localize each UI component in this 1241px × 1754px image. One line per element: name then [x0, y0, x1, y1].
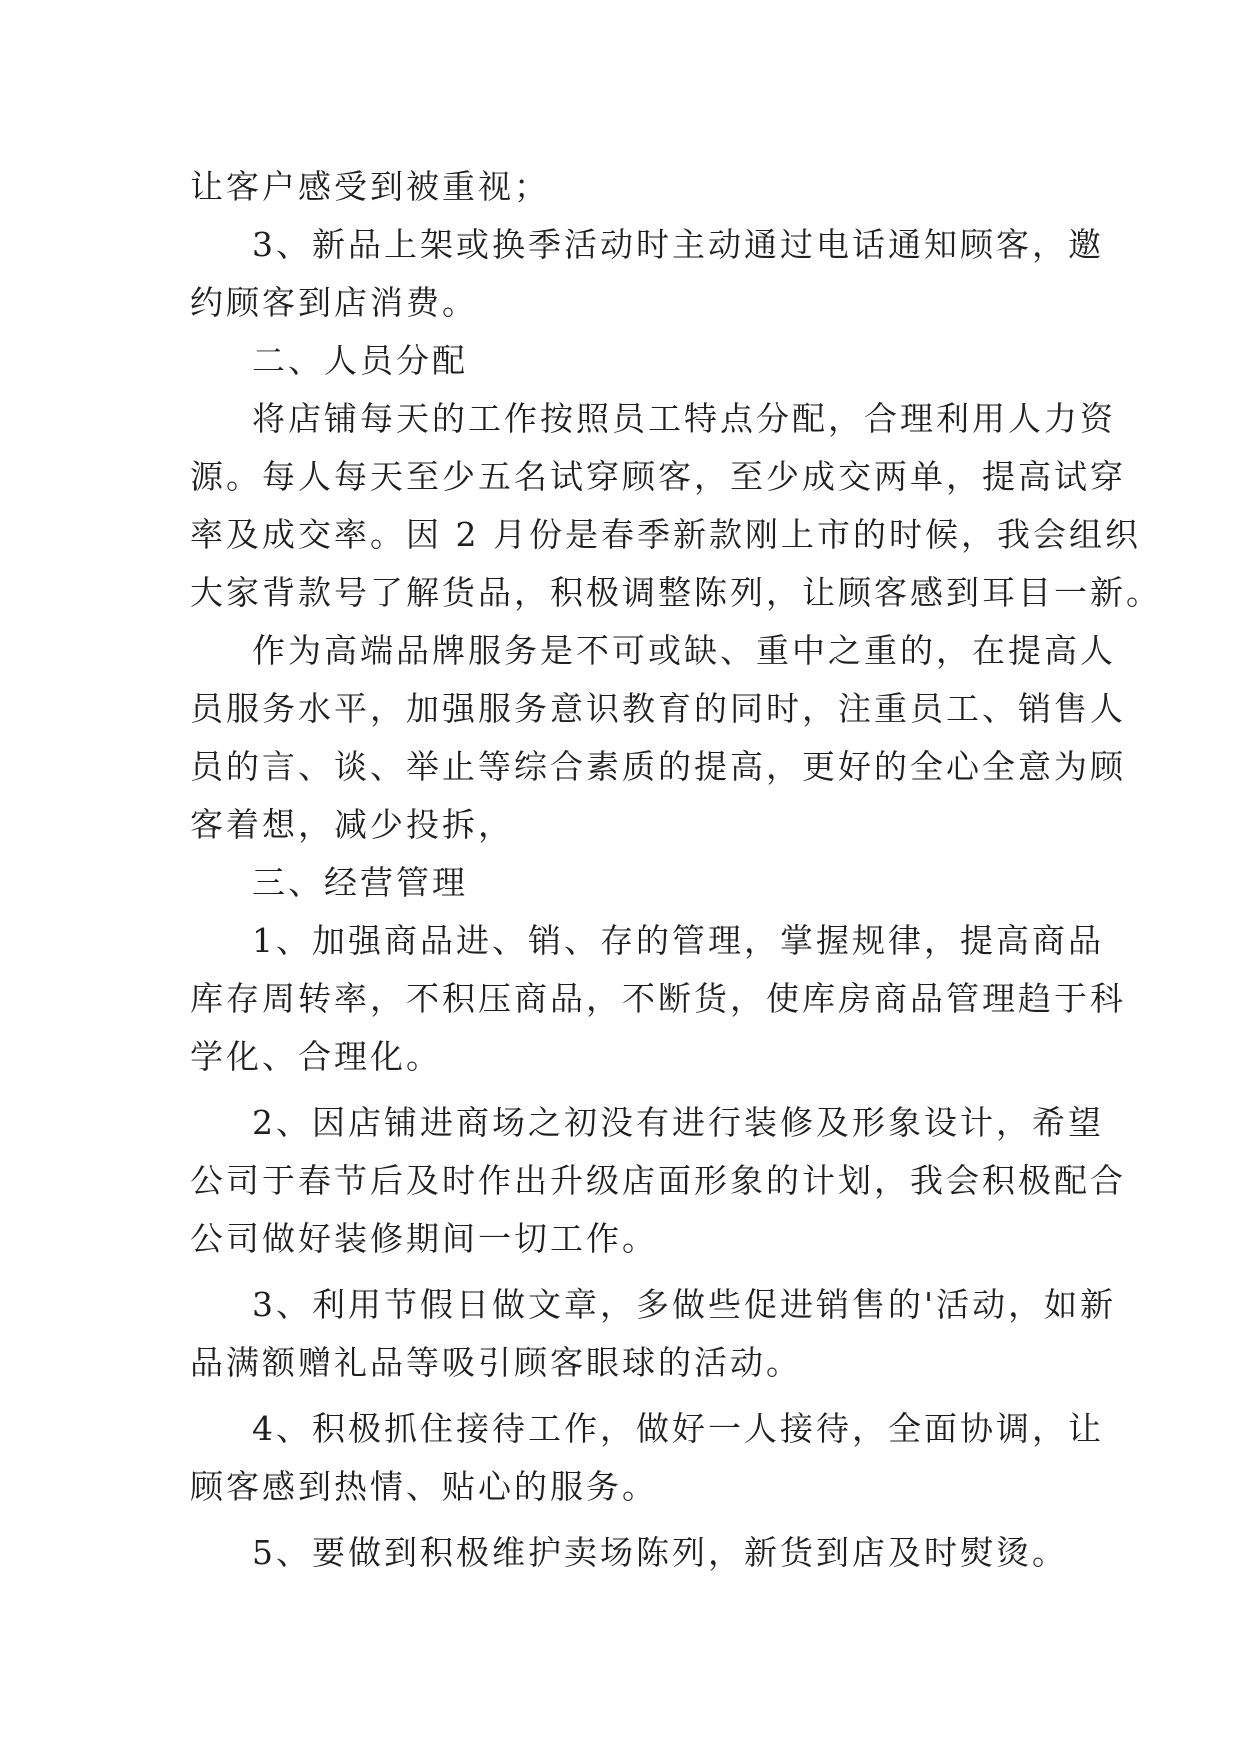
text-line: 源。每人每天至少五名试穿顾客，至少成交两单，提高试穿 [190, 457, 1126, 496]
text-line: 2、因店铺进商场之初没有进行装修及形象设计，希望 [252, 1103, 1104, 1142]
text-line: 3、新品上架或换季活动时主动通过电话通知顾客，邀 [252, 225, 1104, 264]
text-line: 员的言、谈、举止等综合素质的提高，更好的全心全意为顾 [190, 747, 1126, 786]
text-line: 客着想，减少投拆， [190, 805, 514, 844]
text-line: 1、加强商品进、销、存的管理，掌握规律，提高商品 [252, 921, 1104, 960]
text-line: 员服务水平，加强服务意识教育的同时，注重员工、销售人 [190, 689, 1126, 728]
text-line: 公司于春节后及时作出升级店面形象的计划，我会积极配合 [190, 1161, 1126, 1200]
text-line: 顾客感到热情、贴心的服务。 [190, 1467, 658, 1506]
section-heading: 二、人员分配 [252, 341, 468, 380]
text-line: 率及成交率。因 2 月份是春季新款刚上市的时候，我会组织 [190, 515, 1141, 554]
text-line: 5、要做到积极维护卖场陈列，新货到店及时熨烫。 [252, 1533, 1068, 1572]
text-line: 作为高端品牌服务是不可或缺、重中之重的，在提高人 [252, 631, 1116, 670]
text-line: 公司做好装修期间一切工作。 [190, 1219, 658, 1258]
text-line: 3、利用节假日做文章，多做些促进销售的'活动，如新 [252, 1285, 1117, 1324]
text-line: 学化、合理化。 [190, 1037, 442, 1076]
section-heading: 三、经营管理 [252, 863, 468, 902]
text-line: 4、积极抓住接待工作，做好一人接待，全面协调，让 [252, 1409, 1104, 1448]
text-line: 大家背款号了解货品，积极调整陈列，让顾客感到耳目一新。 [190, 573, 1162, 612]
document-body [190, 158, 1162, 1582]
text-line: 将店铺每天的工作按照员工特点分配，合理利用人力资 [252, 399, 1116, 438]
text-line: 品满额赠礼品等吸引顾客眼球的活动。 [190, 1343, 802, 1382]
text-line: 约顾客到店消费。 [190, 283, 478, 322]
text-line: 让客户感受到被重视； [190, 167, 550, 206]
text-line: 库存周转率，不积压商品，不断货，使库房商品管理趋于科 [190, 979, 1126, 1018]
